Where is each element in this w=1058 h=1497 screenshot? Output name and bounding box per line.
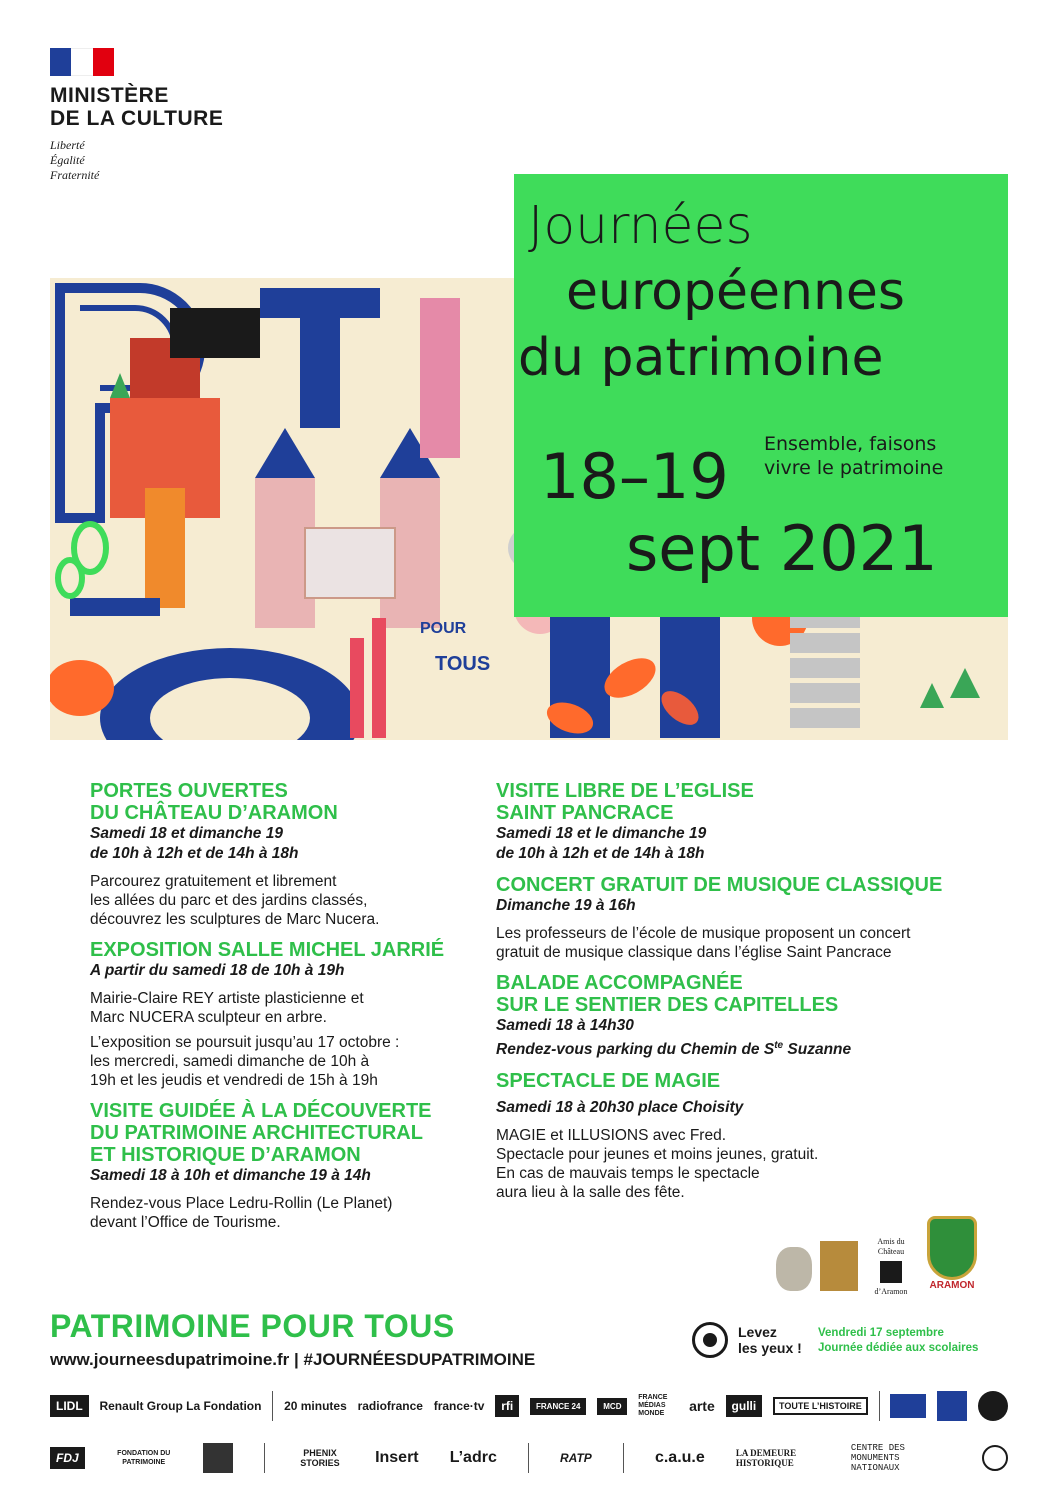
schedule-text: Rendez-vous parking du Chemin de S	[496, 1041, 775, 1059]
event-title-line: SPECTACLE DE MAGIE	[496, 1070, 721, 1093]
scolaires-line2: Journée dédiée aux scolaires	[818, 1342, 979, 1354]
levez-line1: Levez	[738, 1324, 777, 1340]
sponsor-logo: LIDL	[50, 1395, 89, 1417]
motto-egalite: Égalité	[50, 153, 85, 167]
event-schedule	[90, 824, 470, 864]
title-line1: Journées	[528, 196, 753, 256]
date-month-year: sept 2021	[626, 512, 938, 585]
title-line3: du patrimoine	[518, 328, 884, 388]
tagline	[764, 432, 943, 480]
levez-text	[738, 1324, 802, 1356]
sponsor-logo: gulli	[726, 1395, 763, 1417]
event-description-extra	[90, 1033, 470, 1090]
sponsor-logo: MCD	[597, 1398, 627, 1415]
event-description	[90, 1194, 470, 1232]
event-title-line: VISITE LIBRE DE L’EGLISE	[496, 780, 754, 802]
event-title	[90, 939, 470, 961]
event-desc-line: Les professeurs de l’école de musique proposent un concert	[496, 925, 911, 942]
ministry-name-line2: DE LA CULTURE	[50, 107, 224, 130]
divider	[272, 1391, 273, 1421]
sponsor-logo: FDJ	[50, 1447, 85, 1469]
schedule-text: Suzanne	[783, 1041, 852, 1059]
sponsor-logo: TOUTE L’HISTOIRE	[773, 1397, 868, 1415]
footer-title: PATRIMOINE POUR TOUS	[50, 1308, 455, 1344]
event-visite-guidee	[90, 1100, 470, 1232]
event-schedule-line: de 10h à 12h et de 14h à 18h	[90, 845, 299, 862]
council-of-europe-logo	[937, 1391, 967, 1421]
title-line2: européennes	[566, 262, 905, 322]
divider	[264, 1443, 265, 1473]
sponsor-logo: CENTRE DES MONUMENTS NATIONAUX	[850, 1443, 905, 1473]
sponsor-row-1	[50, 1384, 1008, 1428]
event-title-line: VISITE GUIDÉE À LA DÉCOUVERTE	[90, 1100, 432, 1122]
event-desc-line: aura lieu à la salle des fête.	[496, 1184, 685, 1202]
event-desc-line: Spectacle pour jeunes et moins jeunes, gratuit.	[496, 1146, 819, 1164]
motto-fraternite: Fraternité	[50, 168, 100, 182]
event-description	[90, 989, 470, 1027]
ministry-name	[50, 84, 223, 130]
sponsor-logo: FRANCE 24	[530, 1398, 586, 1415]
sponsor-logo: PHENIX STORIES	[300, 1448, 340, 1468]
event-schedule-line: Samedi 18 à 14h30	[496, 1017, 634, 1034]
event-schedule-line: Samedi 18 et le dimanche 19	[496, 825, 707, 842]
eu-flag-logo	[890, 1394, 926, 1418]
event-desc-line: découvrez les sculptures de Marc Nucera.	[90, 911, 380, 928]
event-schedule-line: Dimanche 19 à 16h	[496, 897, 636, 914]
event-schedule	[496, 1016, 996, 1060]
pour-badge: POUR	[420, 620, 467, 637]
amis-logo-line2: d’Aramon	[874, 1287, 908, 1296]
event-title	[496, 780, 996, 824]
amis-chateau-logo	[866, 1237, 916, 1296]
event-concert	[496, 874, 996, 962]
levez-line2: les yeux !	[738, 1340, 802, 1356]
sponsor-logo: radiofrance	[357, 1399, 423, 1413]
aramon-label: ARAMON	[929, 1280, 975, 1291]
program-left-column	[90, 780, 470, 1242]
sponsor-logo: FONDATION DU PATRIMOINE	[117, 1450, 171, 1466]
local-partner-logos	[776, 1216, 980, 1296]
event-desc-line: Parcourez gratuitement et librement	[90, 873, 337, 890]
event-schedule	[496, 824, 996, 864]
event-schedule-line	[496, 1036, 996, 1060]
event-desc-line: MAGIE et ILLUSIONS avec Fred.	[496, 1127, 726, 1145]
sponsor-logo: L’adrc	[449, 1449, 497, 1466]
event-schedule	[496, 896, 996, 916]
sponsor-logo: FRANCE MÉDIAS MONDE	[638, 1394, 668, 1417]
title-card	[514, 174, 1008, 617]
sponsor-logo: Insert	[375, 1449, 419, 1466]
event-title-line: BALADE ACCOMPAGNÉE	[496, 972, 743, 994]
event-schedule-line: Samedi 18 à 10h et dimanche 19 à 14h	[90, 1167, 371, 1184]
musee-logo	[203, 1443, 233, 1473]
sponsor-logo: arte	[689, 1398, 715, 1414]
divider	[623, 1443, 624, 1473]
event-title-line: DU PATRIMOINE ARCHITECTURAL	[90, 1122, 423, 1144]
event-desc-line: Marc NUCERA sculpteur en arbre.	[90, 1009, 327, 1026]
footer-links[interactable]: www.journeesdupatrimoine.fr | #JOURNÉESDUPATRIMOINE	[50, 1350, 536, 1369]
sponsor-logo: france·tv	[433, 1399, 485, 1413]
event-desc-line: gratuit de musique classique dans l’église Saint Pancrace	[496, 944, 892, 961]
event-title-line: SAINT PANCRACE	[496, 802, 674, 824]
european-heritage-logo	[978, 1391, 1008, 1421]
sponsor-logo: RATP	[560, 1451, 592, 1465]
event-description	[90, 872, 470, 929]
sponsor-logo: Renault Group La Fondation	[99, 1399, 262, 1413]
program-right-column	[496, 780, 996, 1212]
event-title-line: PORTES OUVERTES	[90, 780, 288, 802]
event-title-line: SUR LE SENTIER DES CAPITELLES	[496, 994, 839, 1016]
event-magie	[496, 1070, 996, 1202]
event-exposition	[90, 939, 470, 1090]
sponsor-logo: 20 minutes	[284, 1399, 347, 1413]
sponsor-row-2	[50, 1436, 1008, 1480]
event-desc-line: En cas de mauvais temps le spectacle	[496, 1165, 760, 1183]
ministry-motto	[50, 138, 223, 183]
scolaires-notice	[818, 1326, 978, 1356]
coat-of-arms-icon	[927, 1216, 977, 1280]
event-title-line: ET HISTORIQUE D’ARAMON	[90, 1144, 361, 1166]
scolaires-line1: Vendredi 17 septembre	[818, 1327, 944, 1339]
event-title-line: CONCERT GRATUIT DE MUSIQUE CLASSIQUE	[496, 874, 943, 896]
castle-glyph-icon	[880, 1261, 902, 1283]
tagline-line2: vivre le patrimoine	[764, 457, 944, 479]
event-schedule-line: de 10h à 12h et de 14h à 18h	[496, 845, 705, 862]
sponsor-logo: c.a.u.e	[654, 1449, 705, 1466]
ministry-name-line1: MINISTÈRE	[50, 84, 169, 107]
event-schedule	[496, 1098, 996, 1118]
sponsor-logo: LA DEMEURE HISTORIQUE	[735, 1448, 797, 1468]
event-balade	[496, 972, 996, 1060]
divider	[528, 1443, 529, 1473]
schedule-superscript: te	[774, 1040, 784, 1051]
event-visite-eglise	[496, 780, 996, 864]
tous-badge: TOUS	[435, 653, 491, 675]
event-title	[90, 780, 470, 824]
motto-liberte: Liberté	[50, 138, 85, 152]
event-desc-line: L’exposition se poursuit jusqu’au 17 octobre :	[90, 1034, 400, 1051]
event-desc-line: devant l’Office de Tourisme.	[90, 1214, 281, 1231]
event-description	[496, 1126, 996, 1202]
event-title-line: DU CHÂTEAU D’ARAMON	[90, 802, 338, 824]
church-photo-logo	[820, 1241, 858, 1291]
event-title	[496, 972, 996, 1016]
date-days: 18–19	[540, 440, 729, 513]
vmf-logo	[982, 1445, 1008, 1471]
event-description	[496, 924, 996, 962]
event-title	[496, 1070, 996, 1092]
aramon-coat-of-arms	[924, 1216, 980, 1291]
event-desc-line: les mercredi, samedi dimanche de 10h à	[90, 1053, 370, 1070]
event-desc-line: Rendez-vous Place Ledru-Rollin (Le Planet)	[90, 1195, 393, 1212]
sculpture-logo	[776, 1247, 812, 1291]
ministry-logo-block	[50, 48, 223, 183]
event-desc-line: les allées du parc et des jardins classés,	[90, 892, 368, 909]
event-title	[496, 874, 996, 896]
divider	[879, 1391, 880, 1421]
amis-logo-line1: Amis du Château	[877, 1237, 905, 1256]
sponsor-logo: rfi	[495, 1395, 519, 1417]
event-portes-ouvertes	[90, 780, 470, 929]
event-schedule	[90, 961, 470, 981]
event-schedule-line: Samedi 18 et dimanche 19	[90, 825, 283, 842]
levez-les-yeux-logo	[692, 1322, 802, 1358]
event-schedule	[90, 1166, 470, 1186]
tagline-line1: Ensemble, faisons	[764, 433, 937, 455]
event-desc-line: 19h et les jeudis et vendredi de 15h à 19h	[90, 1072, 378, 1089]
eye-icon	[692, 1322, 728, 1358]
event-title-line: EXPOSITION SALLE MICHEL JARRIÉ	[90, 939, 445, 961]
event-schedule-line: Samedi 18 à 20h30 place Choisity	[496, 1099, 744, 1117]
event-schedule-line: A partir du samedi 18 de 10h à 19h	[90, 962, 345, 979]
event-title	[90, 1100, 470, 1166]
event-desc-line: Mairie-Claire REY artiste plasticienne et	[90, 990, 364, 1007]
marianne-flag-logo	[50, 48, 114, 76]
